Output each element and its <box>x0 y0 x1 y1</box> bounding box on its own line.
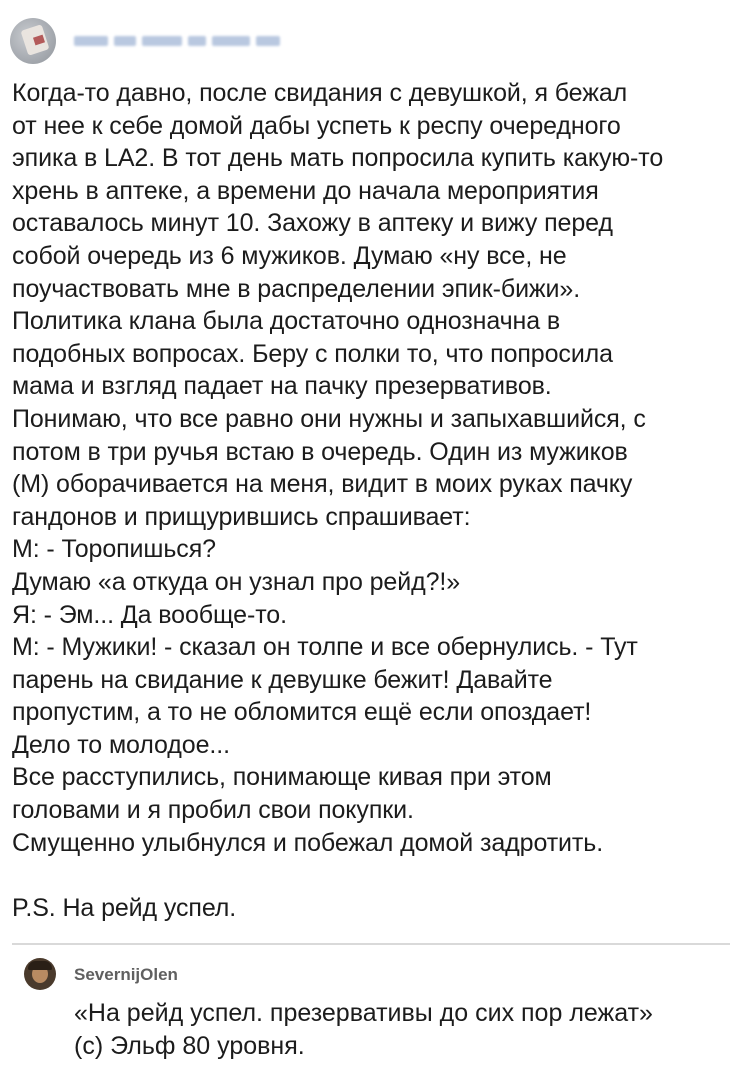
post-line: пропустим, а то не обломится ещё если опоздает! <box>12 698 592 727</box>
post-line: гандонов и прищурившись спрашивает: <box>12 502 471 531</box>
comment-divider <box>12 943 730 945</box>
blank-line <box>12 859 732 892</box>
post-line: Все расступились, понимающе кивая при этом <box>12 763 552 792</box>
author-name-blurred[interactable] <box>74 36 280 46</box>
post-line: Политика клана была достаточно однозначна в <box>12 307 561 336</box>
post-line: (М) оборачивается на меня, видит в моих руках пачку <box>12 470 633 499</box>
post-line: потом в три ручья встаю в очередь. Один из мужиков <box>12 437 628 466</box>
author-avatar[interactable] <box>10 18 56 64</box>
comment-author[interactable]: SevernijOlen <box>74 965 178 984</box>
post-text <box>12 77 732 924</box>
post-line: эпика в LA2. В тот день мать попросила купить какую-то <box>12 144 664 173</box>
post-line: парень на свидание к девушке бежит! Давайте <box>12 665 553 694</box>
post-line: Я: - Эм... Да вообще-то. <box>12 600 287 629</box>
comment-line: «На рейд успел. презервативы до сих пор лежат» <box>74 999 653 1027</box>
post-line: от нее к себе домой дабы успеть к респу очередного <box>12 111 621 140</box>
post-line: оставалось минут 10. Захожу в аптеку и вижу перед <box>12 209 613 238</box>
post-line: хрень в аптеке, а времени до начала мероприятия <box>12 176 599 205</box>
post-line: Понимаю, что все равно они нужны и запыхавшийся, с <box>12 404 646 433</box>
post-line: поучаствовать мне в распределении эпик-бижи». <box>12 274 581 303</box>
comment-line: (с) Эльф 80 уровня. <box>74 1032 305 1060</box>
comment-text <box>74 997 653 1063</box>
post-line: М: - Мужики! - сказал он толпе и все обернулись. - Тут <box>12 633 638 662</box>
post-line: подобных вопросах. Беру с полки то, что попросила <box>12 339 613 368</box>
post-line: Дело то молодое... <box>12 730 230 759</box>
commenter-avatar[interactable] <box>24 958 56 990</box>
post-line: головами и я пробил свои покупки. <box>12 796 414 825</box>
post-ps: P.S. На рейд успел. <box>12 893 237 922</box>
post-line: мама и взгляд падает на пачку презервативов. <box>12 372 552 401</box>
post-header <box>10 16 280 66</box>
post-line: Когда-то давно, после свидания с девушкой, я бежал <box>12 79 628 107</box>
post-line: М: - Торопишься? <box>12 535 216 564</box>
post-line: Думаю «а откуда он узнал про рейд?!» <box>12 567 461 596</box>
post-line: собой очередь из 6 мужиков. Думаю «ну все, не <box>12 241 567 270</box>
post-line: Смущенно улыбнулся и побежал домой задротить. <box>12 828 604 857</box>
